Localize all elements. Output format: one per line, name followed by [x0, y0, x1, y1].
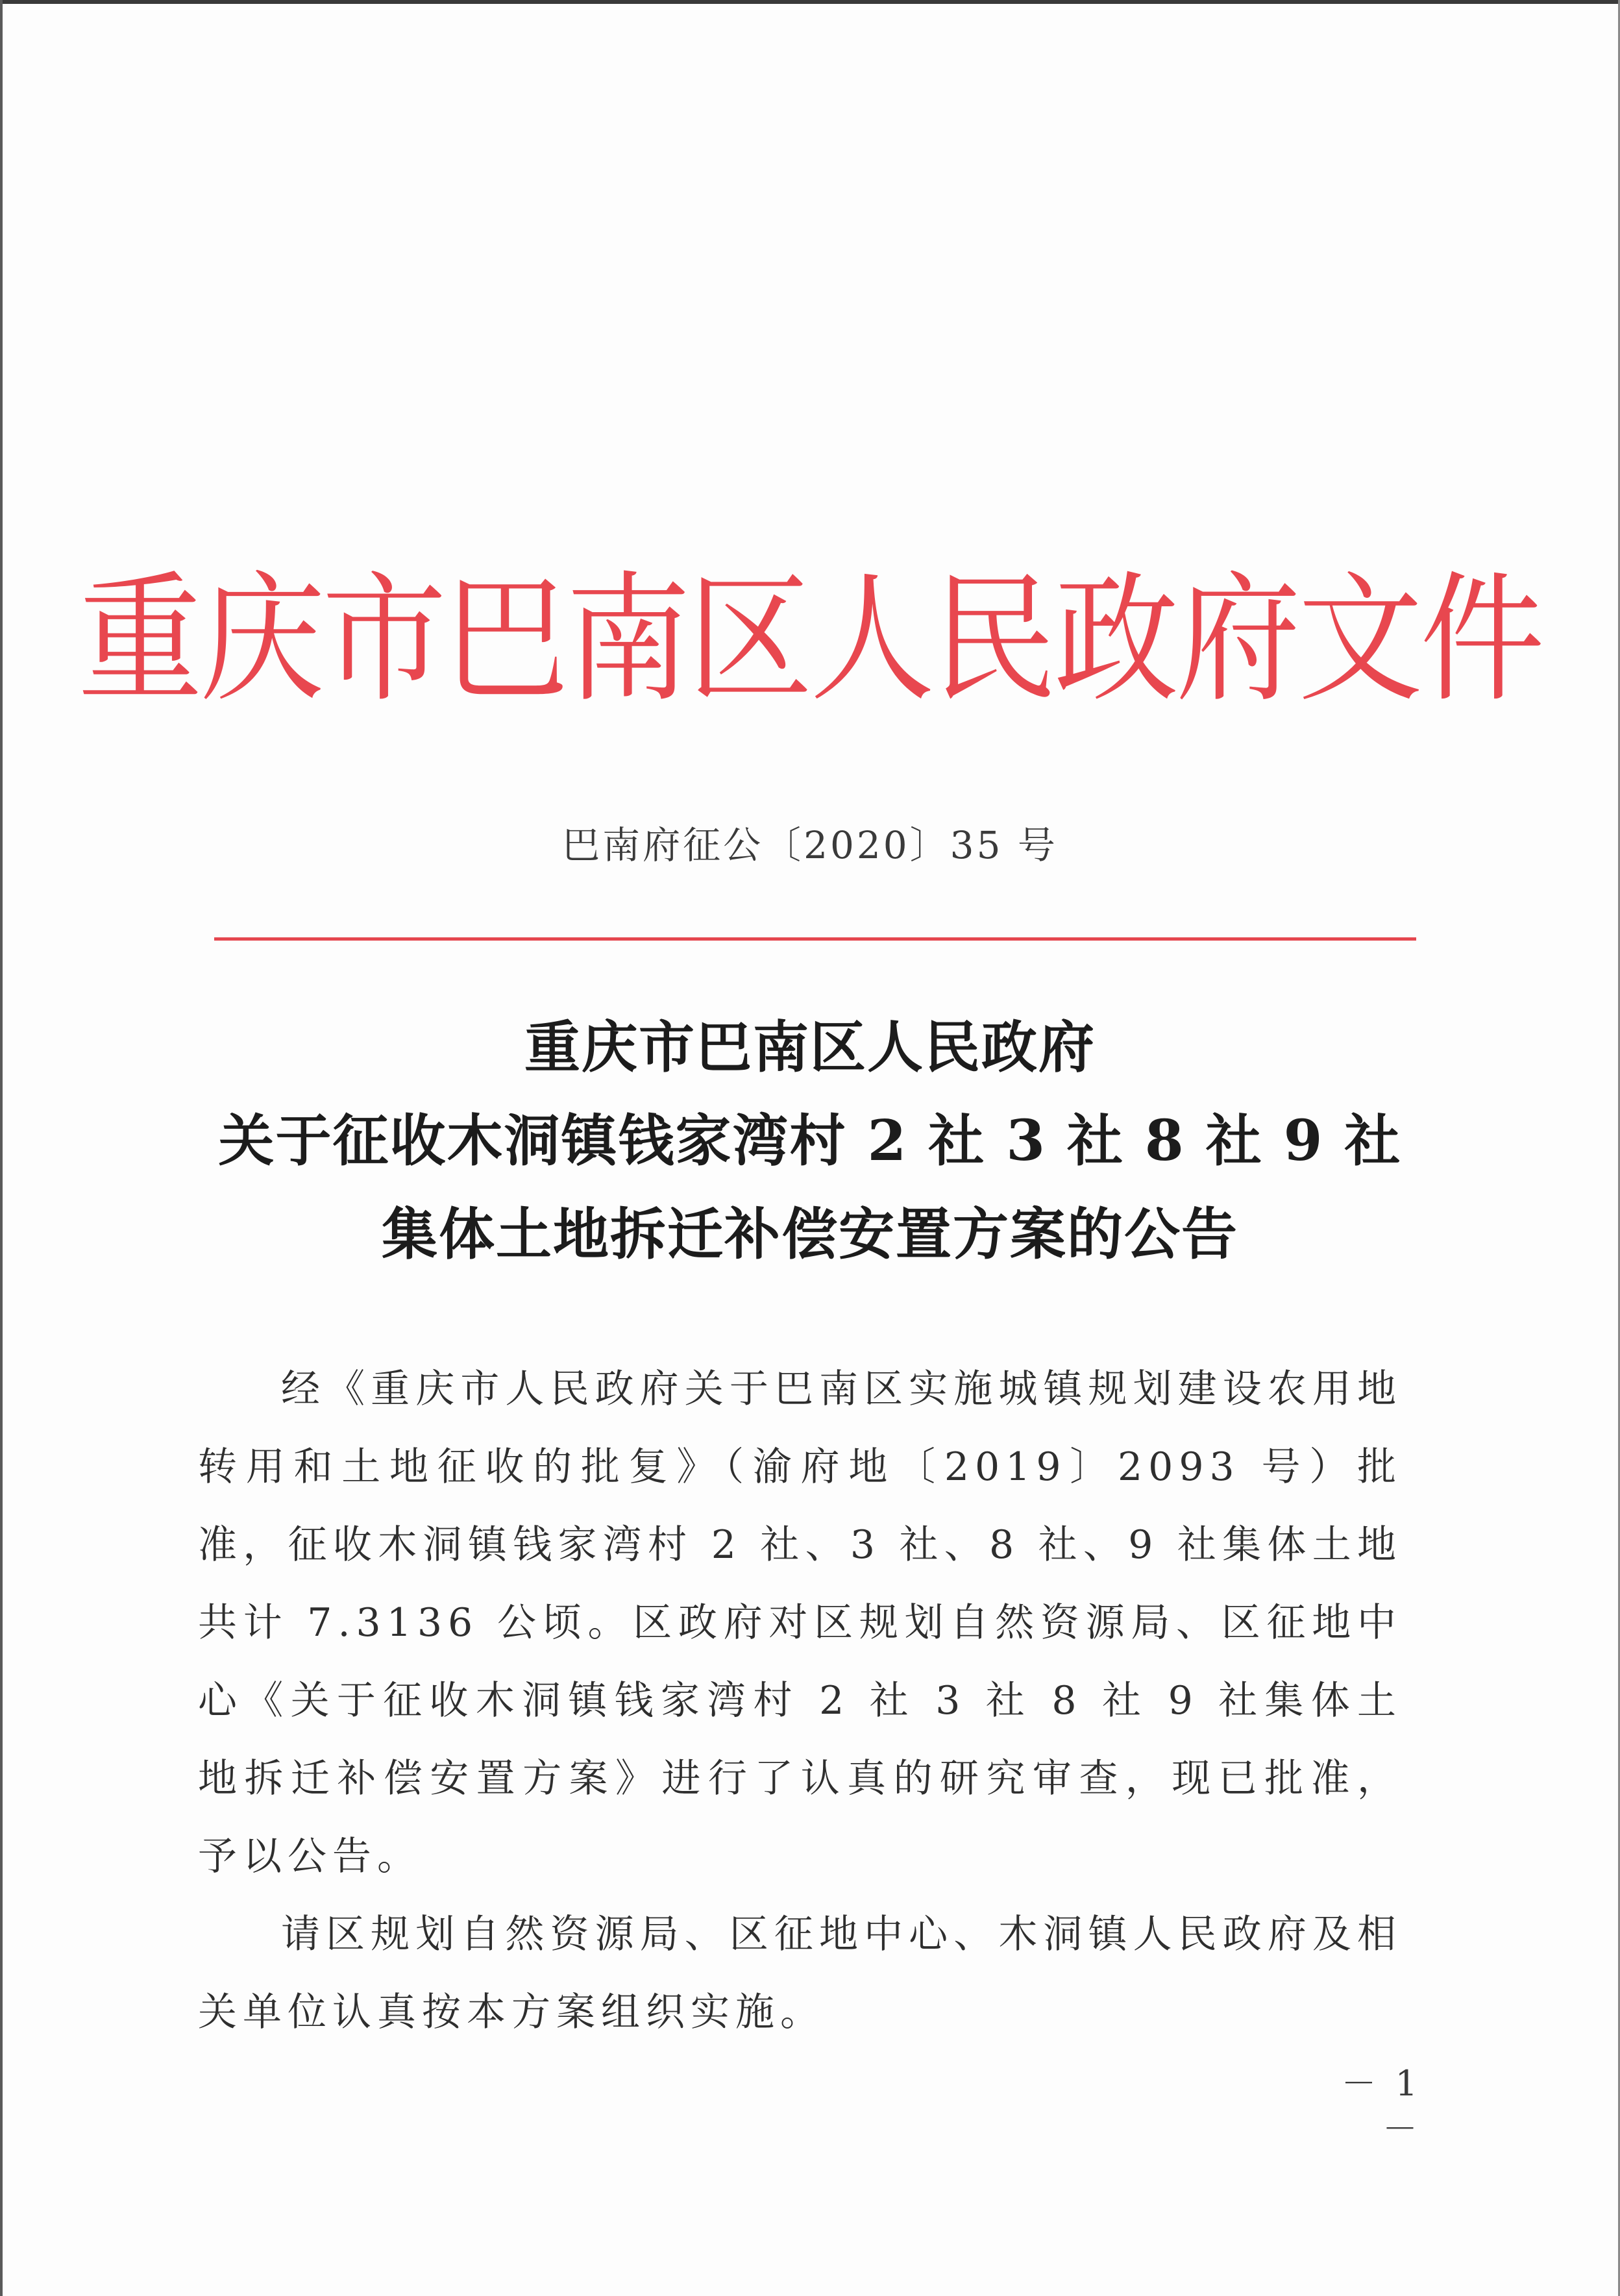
- scan-edge-top: [0, 0, 1620, 4]
- body-paragraph-1: 经《重庆市人民政府关于巴南区实施城镇规划建设农用地转用和土地征收的批复》（渝府地〔2019〕2093 号）批准，征收木洞镇钱家湾村 2 社、3 社、8 社、9 社集体土地共计 7.3136 公顷。区政府对区规划自然资源局、区征地中心《关于征收木洞镇钱家湾村 2 社 3 社 8 社 9 社集体土地拆迁补偿安置方案》进行了认真的研究审查，现已批准，予以公告。: [198, 1366, 1402, 1879]
- red-divider-line: [214, 937, 1416, 941]
- subject-line-1: 重庆市巴南区人民政府: [524, 1015, 1096, 1080]
- page-number: － 1 －: [1341, 2063, 1421, 2149]
- body-text: [198, 1350, 1402, 2051]
- body-paragraph-2: 请区规划自然资源局、区征地中心、木洞镇人民政府及相关单位认真按本方案组织实施。: [198, 1912, 1402, 2035]
- issuer-title: 重庆市巴南区人民政府文件: [78, 559, 1542, 722]
- subject-heading: [0, 1001, 1620, 1281]
- subject-line-3: 集体土地拆迁补偿安置方案的公告: [382, 1202, 1238, 1267]
- document-number: 巴南府征公〔2020〕35 号: [562, 823, 1058, 867]
- subject-line-2: 关于征收木洞镇钱家湾村 2 社 3 社 8 社 9 社: [218, 1108, 1402, 1174]
